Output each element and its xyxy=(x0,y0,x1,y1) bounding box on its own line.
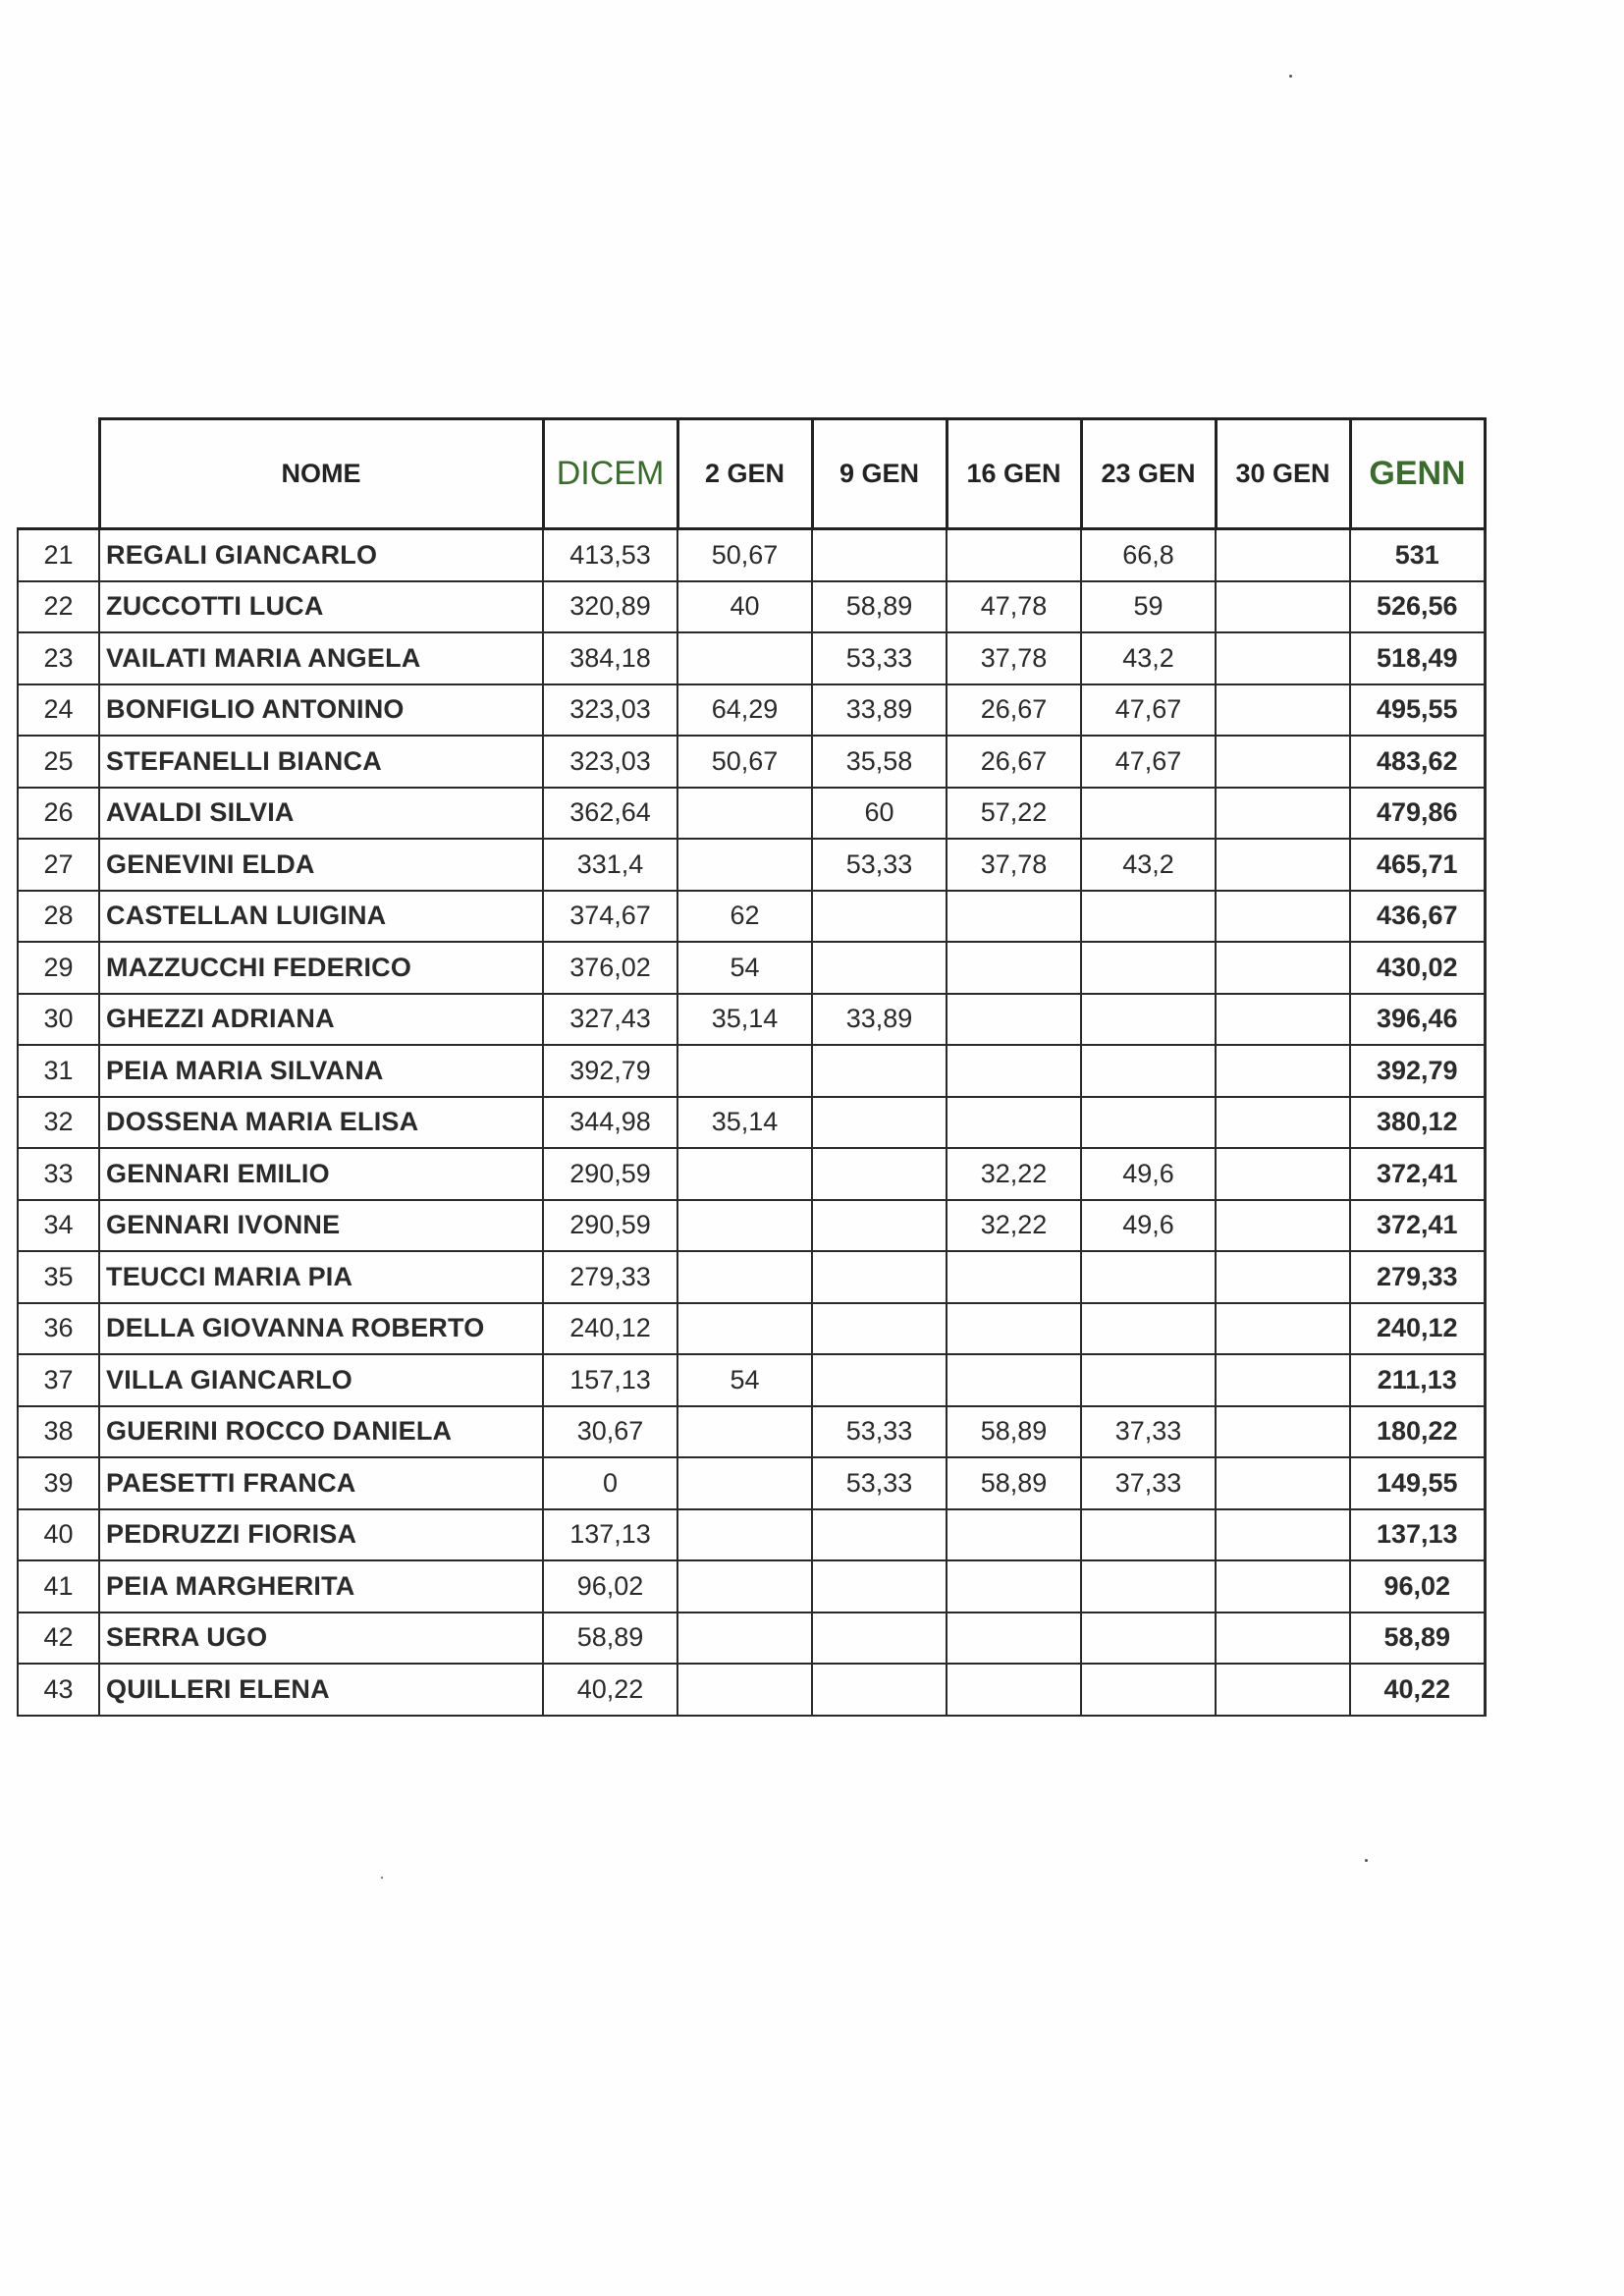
gen30-cell xyxy=(1216,1406,1350,1458)
gen23-cell xyxy=(1081,994,1216,1046)
rank-cell: 40 xyxy=(18,1509,99,1561)
dicem-cell: 374,67 xyxy=(543,891,677,943)
gen9-cell: 33,89 xyxy=(812,684,947,737)
header-9-gen: 9 GEN xyxy=(812,419,947,529)
dicem-cell: 392,79 xyxy=(543,1045,677,1097)
gen9-cell: 58,89 xyxy=(812,581,947,633)
rank-cell: 34 xyxy=(18,1200,99,1252)
gen30-cell xyxy=(1216,529,1350,581)
gen16-cell: 57,22 xyxy=(947,788,1081,840)
table-row xyxy=(18,632,1485,684)
gen2-cell: 54 xyxy=(677,1354,812,1406)
gen23-cell xyxy=(1081,1613,1216,1665)
genn-total-cell: 430,02 xyxy=(1350,942,1485,994)
gen30-cell xyxy=(1216,1097,1350,1149)
genn-total-cell: 40,22 xyxy=(1350,1664,1485,1716)
gen23-cell: 47,67 xyxy=(1081,684,1216,737)
name-cell: STEFANELLI BIANCA xyxy=(99,736,543,788)
genn-total-cell: 372,41 xyxy=(1350,1148,1485,1200)
rank-cell: 38 xyxy=(18,1406,99,1458)
dicem-cell: 96,02 xyxy=(543,1560,677,1613)
gen16-cell xyxy=(947,1251,1081,1303)
gen9-cell xyxy=(812,1560,947,1613)
gen2-cell xyxy=(677,1406,812,1458)
header-2-gen: 2 GEN xyxy=(677,419,812,529)
rank-cell: 33 xyxy=(18,1148,99,1200)
gen16-cell xyxy=(947,994,1081,1046)
gen2-cell: 35,14 xyxy=(677,1097,812,1149)
table-row xyxy=(18,1200,1485,1252)
gen9-cell: 33,89 xyxy=(812,994,947,1046)
gen9-cell: 60 xyxy=(812,788,947,840)
gen2-cell xyxy=(677,1457,812,1509)
table-row xyxy=(18,1664,1485,1716)
gen23-cell: 43,2 xyxy=(1081,632,1216,684)
table-row xyxy=(18,839,1485,891)
gen30-cell xyxy=(1216,1613,1350,1665)
gen2-cell xyxy=(677,1664,812,1716)
gen30-cell xyxy=(1216,581,1350,633)
name-cell: CASTELLAN LUIGINA xyxy=(99,891,543,943)
gen2-cell xyxy=(677,1251,812,1303)
dicem-cell: 30,67 xyxy=(543,1406,677,1458)
gen2-cell xyxy=(677,1509,812,1561)
gen16-cell xyxy=(947,942,1081,994)
table-row xyxy=(18,942,1485,994)
gen2-cell xyxy=(677,788,812,840)
table-row xyxy=(18,994,1485,1046)
gen30-cell xyxy=(1216,994,1350,1046)
header-row xyxy=(18,419,1485,529)
gen2-cell xyxy=(677,1560,812,1613)
gen2-cell xyxy=(677,1045,812,1097)
table-row xyxy=(18,1509,1485,1561)
dicem-cell: 362,64 xyxy=(543,788,677,840)
rank-cell: 31 xyxy=(18,1045,99,1097)
name-cell: AVALDI SILVIA xyxy=(99,788,543,840)
gen23-cell: 37,33 xyxy=(1081,1457,1216,1509)
genn-total-cell: 436,67 xyxy=(1350,891,1485,943)
gen23-cell: 49,6 xyxy=(1081,1200,1216,1252)
gen30-cell xyxy=(1216,788,1350,840)
gen2-cell xyxy=(677,1303,812,1355)
table-row xyxy=(18,1045,1485,1097)
table-row xyxy=(18,736,1485,788)
table-row xyxy=(18,1354,1485,1406)
gen9-cell xyxy=(812,1251,947,1303)
gen9-cell xyxy=(812,1509,947,1561)
table-row xyxy=(18,788,1485,840)
header-rank xyxy=(18,419,99,529)
name-cell: VILLA GIANCARLO xyxy=(99,1354,543,1406)
genn-total-cell: 279,33 xyxy=(1350,1251,1485,1303)
gen16-cell: 32,22 xyxy=(947,1148,1081,1200)
gen23-cell xyxy=(1081,788,1216,840)
dicem-cell: 157,13 xyxy=(543,1354,677,1406)
name-cell: SERRA UGO xyxy=(99,1613,543,1665)
gen23-cell xyxy=(1081,1251,1216,1303)
gen16-cell xyxy=(947,1664,1081,1716)
gen23-cell: 59 xyxy=(1081,581,1216,633)
gen30-cell xyxy=(1216,736,1350,788)
gen9-cell: 53,33 xyxy=(812,1457,947,1509)
rank-cell: 43 xyxy=(18,1664,99,1716)
gen2-cell xyxy=(677,1613,812,1665)
table-row xyxy=(18,1251,1485,1303)
gen9-cell xyxy=(812,942,947,994)
gen30-cell xyxy=(1216,1148,1350,1200)
gen16-cell xyxy=(947,1613,1081,1665)
rank-cell: 21 xyxy=(18,529,99,581)
dicem-cell: 290,59 xyxy=(543,1200,677,1252)
gen9-cell xyxy=(812,1097,947,1149)
name-cell: GENEVINI ELDA xyxy=(99,839,543,891)
gen23-cell xyxy=(1081,891,1216,943)
rank-cell: 28 xyxy=(18,891,99,943)
gen16-cell: 47,78 xyxy=(947,581,1081,633)
gen30-cell xyxy=(1216,839,1350,891)
genn-total-cell: 526,56 xyxy=(1350,581,1485,633)
rank-cell: 22 xyxy=(18,581,99,633)
gen2-cell xyxy=(677,1200,812,1252)
gen23-cell xyxy=(1081,1560,1216,1613)
scan-speck xyxy=(1289,75,1292,78)
gen16-cell: 26,67 xyxy=(947,736,1081,788)
dicem-cell: 323,03 xyxy=(543,684,677,737)
genn-total-cell: 495,55 xyxy=(1350,684,1485,737)
gen30-cell xyxy=(1216,1457,1350,1509)
scan-speck xyxy=(1365,1859,1368,1862)
gen23-cell xyxy=(1081,1664,1216,1716)
gen9-cell xyxy=(812,1200,947,1252)
dicem-cell: 331,4 xyxy=(543,839,677,891)
header-23-gen: 23 GEN xyxy=(1081,419,1216,529)
header-30-gen: 30 GEN xyxy=(1216,419,1350,529)
dicem-cell: 0 xyxy=(543,1457,677,1509)
gen16-cell: 26,67 xyxy=(947,684,1081,737)
gen30-cell xyxy=(1216,1303,1350,1355)
dicem-cell: 240,12 xyxy=(543,1303,677,1355)
gen23-cell xyxy=(1081,1509,1216,1561)
gen9-cell xyxy=(812,891,947,943)
header-16-gen: 16 GEN xyxy=(947,419,1081,529)
name-cell: TEUCCI MARIA PIA xyxy=(99,1251,543,1303)
dicem-cell: 384,18 xyxy=(543,632,677,684)
gen30-cell xyxy=(1216,632,1350,684)
dicem-cell: 40,22 xyxy=(543,1664,677,1716)
name-cell: DOSSENA MARIA ELISA xyxy=(99,1097,543,1149)
table-row xyxy=(18,1097,1485,1149)
dicem-cell: 344,98 xyxy=(543,1097,677,1149)
genn-total-cell: 96,02 xyxy=(1350,1560,1485,1613)
name-cell: ZUCCOTTI LUCA xyxy=(99,581,543,633)
gen9-cell xyxy=(812,1303,947,1355)
table-body xyxy=(18,529,1485,1716)
gen23-cell: 66,8 xyxy=(1081,529,1216,581)
gen23-cell xyxy=(1081,1354,1216,1406)
genn-total-cell: 380,12 xyxy=(1350,1097,1485,1149)
rank-cell: 24 xyxy=(18,684,99,737)
scan-speck xyxy=(381,1877,383,1879)
gen16-cell xyxy=(947,891,1081,943)
header-genn: GENN xyxy=(1350,419,1485,529)
rank-cell: 23 xyxy=(18,632,99,684)
table-row xyxy=(18,1613,1485,1665)
table-row xyxy=(18,1406,1485,1458)
gen9-cell xyxy=(812,529,947,581)
rank-cell: 27 xyxy=(18,839,99,891)
table-row xyxy=(18,684,1485,737)
gen2-cell: 35,14 xyxy=(677,994,812,1046)
gen23-cell: 43,2 xyxy=(1081,839,1216,891)
rank-cell: 37 xyxy=(18,1354,99,1406)
gen2-cell xyxy=(677,839,812,891)
gen9-cell: 35,58 xyxy=(812,736,947,788)
gen23-cell: 49,6 xyxy=(1081,1148,1216,1200)
rank-cell: 25 xyxy=(18,736,99,788)
genn-total-cell: 137,13 xyxy=(1350,1509,1485,1561)
dicem-cell: 58,89 xyxy=(543,1613,677,1665)
genn-total-cell: 465,71 xyxy=(1350,839,1485,891)
genn-total-cell: 180,22 xyxy=(1350,1406,1485,1458)
name-cell: GHEZZI ADRIANA xyxy=(99,994,543,1046)
gen16-cell: 32,22 xyxy=(947,1200,1081,1252)
table-row xyxy=(18,1303,1485,1355)
gen30-cell xyxy=(1216,1509,1350,1561)
gen9-cell: 53,33 xyxy=(812,1406,947,1458)
table-row xyxy=(18,891,1485,943)
gen23-cell: 47,67 xyxy=(1081,736,1216,788)
dicem-cell: 320,89 xyxy=(543,581,677,633)
dicem-cell: 327,43 xyxy=(543,994,677,1046)
rank-cell: 41 xyxy=(18,1560,99,1613)
gen9-cell: 53,33 xyxy=(812,839,947,891)
gen30-cell xyxy=(1216,1354,1350,1406)
gen16-cell xyxy=(947,1354,1081,1406)
gen2-cell xyxy=(677,632,812,684)
gen2-cell: 50,67 xyxy=(677,529,812,581)
gen30-cell xyxy=(1216,1664,1350,1716)
genn-total-cell: 372,41 xyxy=(1350,1200,1485,1252)
gen16-cell: 37,78 xyxy=(947,632,1081,684)
table-row xyxy=(18,1148,1485,1200)
gen2-cell: 64,29 xyxy=(677,684,812,737)
gen30-cell xyxy=(1216,1200,1350,1252)
gen9-cell xyxy=(812,1664,947,1716)
dicem-cell: 413,53 xyxy=(543,529,677,581)
gen2-cell: 54 xyxy=(677,942,812,994)
rank-cell: 29 xyxy=(18,942,99,994)
dicem-cell: 323,03 xyxy=(543,736,677,788)
name-cell: QUILLERI ELENA xyxy=(99,1664,543,1716)
gen30-cell xyxy=(1216,891,1350,943)
genn-total-cell: 518,49 xyxy=(1350,632,1485,684)
name-cell: GENNARI IVONNE xyxy=(99,1200,543,1252)
name-cell: GUERINI ROCCO DANIELA xyxy=(99,1406,543,1458)
table-row xyxy=(18,581,1485,633)
table-row xyxy=(18,1560,1485,1613)
gen16-cell xyxy=(947,1560,1081,1613)
gen30-cell xyxy=(1216,1251,1350,1303)
gen23-cell xyxy=(1081,942,1216,994)
name-cell: MAZZUCCHI FEDERICO xyxy=(99,942,543,994)
gen16-cell: 58,89 xyxy=(947,1406,1081,1458)
gen2-cell: 40 xyxy=(677,581,812,633)
gen9-cell xyxy=(812,1354,947,1406)
header-dicem: DICEM xyxy=(543,419,677,529)
gen30-cell xyxy=(1216,684,1350,737)
table-row xyxy=(18,529,1485,581)
gen23-cell xyxy=(1081,1097,1216,1149)
table-row xyxy=(18,1457,1485,1509)
genn-total-cell: 483,62 xyxy=(1350,736,1485,788)
rank-cell: 26 xyxy=(18,788,99,840)
name-cell: DELLA GIOVANNA ROBERTO xyxy=(99,1303,543,1355)
ranking-table xyxy=(17,417,1487,1717)
name-cell: PAESETTI FRANCA xyxy=(99,1457,543,1509)
rank-cell: 36 xyxy=(18,1303,99,1355)
gen23-cell: 37,33 xyxy=(1081,1406,1216,1458)
genn-total-cell: 211,13 xyxy=(1350,1354,1485,1406)
gen30-cell xyxy=(1216,1560,1350,1613)
name-cell: PEDRUZZI FIORISA xyxy=(99,1509,543,1561)
rank-cell: 32 xyxy=(18,1097,99,1149)
name-cell: GENNARI EMILIO xyxy=(99,1148,543,1200)
gen16-cell: 58,89 xyxy=(947,1457,1081,1509)
rank-cell: 30 xyxy=(18,994,99,1046)
gen9-cell xyxy=(812,1148,947,1200)
gen23-cell xyxy=(1081,1045,1216,1097)
name-cell: VAILATI MARIA ANGELA xyxy=(99,632,543,684)
dicem-cell: 279,33 xyxy=(543,1251,677,1303)
genn-total-cell: 396,46 xyxy=(1350,994,1485,1046)
genn-total-cell: 58,89 xyxy=(1350,1613,1485,1665)
gen16-cell xyxy=(947,1097,1081,1149)
name-cell: PEIA MARGHERITA xyxy=(99,1560,543,1613)
gen16-cell: 37,78 xyxy=(947,839,1081,891)
genn-total-cell: 240,12 xyxy=(1350,1303,1485,1355)
gen16-cell xyxy=(947,1509,1081,1561)
name-cell: PEIA MARIA SILVANA xyxy=(99,1045,543,1097)
genn-total-cell: 392,79 xyxy=(1350,1045,1485,1097)
gen9-cell xyxy=(812,1045,947,1097)
rank-cell: 42 xyxy=(18,1613,99,1665)
gen2-cell xyxy=(677,1148,812,1200)
dicem-cell: 137,13 xyxy=(543,1509,677,1561)
gen9-cell xyxy=(812,1613,947,1665)
name-cell: BONFIGLIO ANTONINO xyxy=(99,684,543,737)
dicem-cell: 376,02 xyxy=(543,942,677,994)
gen2-cell: 50,67 xyxy=(677,736,812,788)
gen16-cell xyxy=(947,1303,1081,1355)
genn-total-cell: 531 xyxy=(1350,529,1485,581)
genn-total-cell: 479,86 xyxy=(1350,788,1485,840)
gen2-cell: 62 xyxy=(677,891,812,943)
gen30-cell xyxy=(1216,1045,1350,1097)
header-nome: NOME xyxy=(99,419,543,529)
gen30-cell xyxy=(1216,942,1350,994)
name-cell: REGALI GIANCARLO xyxy=(99,529,543,581)
gen16-cell xyxy=(947,1045,1081,1097)
genn-total-cell: 149,55 xyxy=(1350,1457,1485,1509)
gen16-cell xyxy=(947,529,1081,581)
dicem-cell: 290,59 xyxy=(543,1148,677,1200)
rank-cell: 39 xyxy=(18,1457,99,1509)
gen23-cell xyxy=(1081,1303,1216,1355)
gen9-cell: 53,33 xyxy=(812,632,947,684)
rank-cell: 35 xyxy=(18,1251,99,1303)
